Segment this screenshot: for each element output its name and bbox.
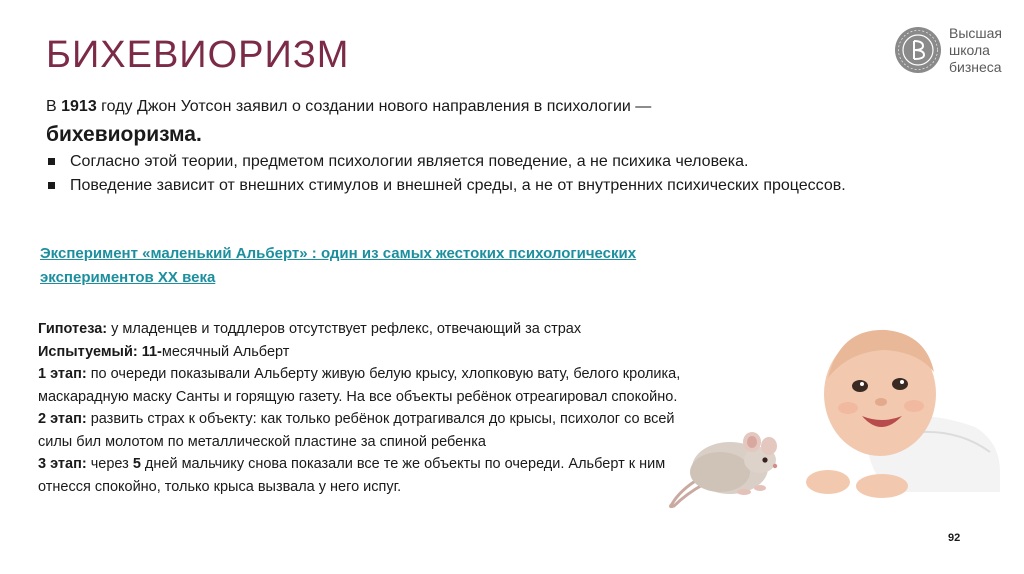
intro-year: 1913 xyxy=(61,98,97,115)
bullet-square-icon xyxy=(48,158,55,165)
experiment-link[interactable]: Эксперимент «маленький Альберт» : один из самых жестоких психологических экспериментов XX века xyxy=(40,245,637,286)
intro-paragraph xyxy=(46,96,766,152)
hypothesis-text: у младенцев и тоддлеров отсутствует рефлекс, отвечающий за страх xyxy=(107,321,582,337)
slide-title: БИХЕВИОРИЗМ xyxy=(46,34,350,76)
bullet-square-icon xyxy=(48,182,55,189)
page-number: 92 xyxy=(948,532,961,544)
baby-illustration xyxy=(800,312,1005,507)
experiment-details xyxy=(38,318,698,498)
stage2-line xyxy=(38,408,698,453)
stage3-line xyxy=(38,453,698,498)
hypothesis-label: Гипотеза: xyxy=(38,321,108,337)
intro-before: В xyxy=(46,98,62,115)
hse-seal-icon xyxy=(893,25,943,75)
stage3-label: 3 этап: xyxy=(38,456,87,472)
logo-line-1: Высшая xyxy=(949,25,1002,41)
intro-after: году Джон Уотсон заявил о создании нового направления в психологии — xyxy=(96,98,652,115)
subject-label: Испытуемый: 11- xyxy=(38,343,162,360)
subject-line xyxy=(38,341,698,364)
stage2-text: развить страх к объекту: как только ребёнок дотрагивался до крысы, психолог со всей силы бил молотом по металлической пластине за спиной ребенка xyxy=(38,411,675,450)
bullet-list xyxy=(46,150,866,198)
stage1-label: 1 этап: xyxy=(38,366,87,382)
bullet-item xyxy=(46,150,866,174)
stage3-text-a: через xyxy=(86,456,133,472)
stage2-label: 2 этап: xyxy=(38,411,87,427)
bullet-item xyxy=(46,174,866,198)
bullet-text: Согласно этой теории, предметом психологии является поведение, а не психика человека. xyxy=(70,153,749,170)
stage3-text-b: дней мальчику снова показали все те же объекты по очереди. Альберт к ним отнесся спокойно, только крыса вызвала у него испуг. xyxy=(38,456,666,495)
stage3-number: 5 xyxy=(132,456,141,472)
logo-line-2: школа xyxy=(949,42,990,58)
subject-text: месячный Альберт xyxy=(161,343,290,360)
stage1-line xyxy=(38,363,698,408)
hse-logo xyxy=(893,25,1013,79)
logo-text xyxy=(949,25,1002,76)
logo-line-3: бизнеса xyxy=(949,59,1002,75)
intro-term: бихевиоризма. xyxy=(46,123,202,146)
stage1-text: по очереди показывали Альберту живую белую крысу, хлопковую вату, белого кролика, маскарадную маску Санты и горящую газету. На все объекты ребёнок отреагировал спокойно. xyxy=(38,366,681,405)
rat-illustration xyxy=(660,420,785,510)
hypothesis-line xyxy=(38,318,698,341)
bullet-text: Поведение зависит от внешних стимулов и внешней среды, а не от внутренних психических процессов. xyxy=(70,177,846,194)
